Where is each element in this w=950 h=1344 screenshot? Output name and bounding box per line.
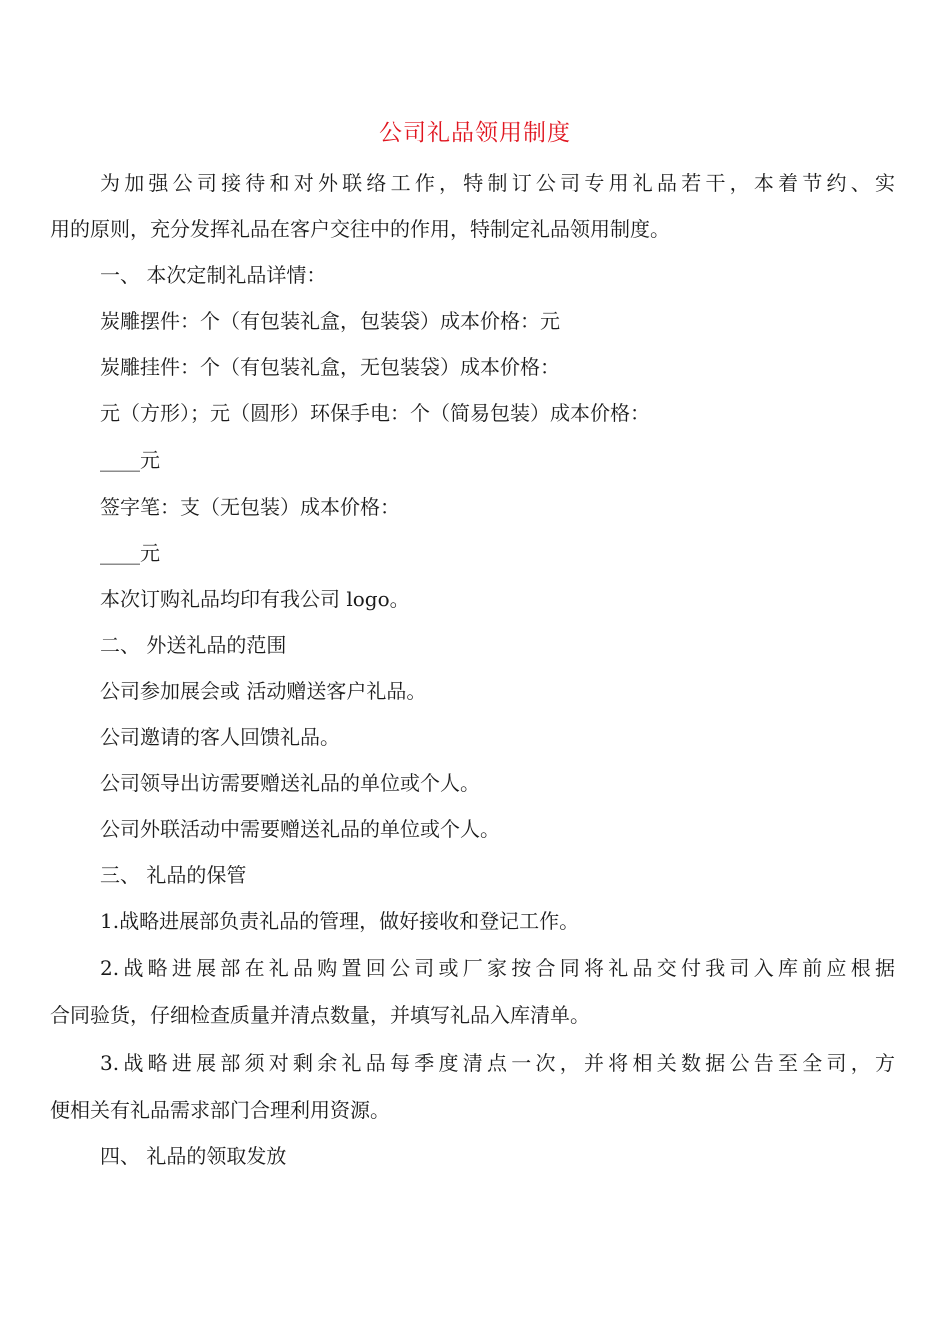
gift-item-1: 炭雕摆件：个（有包装礼盒，包装袋）成本价格：元	[100, 309, 560, 333]
intro-paragraph-line-2: 用的原则，充分发挥礼品在客户交往中的作用，特制定礼品领用制度。	[50, 217, 670, 241]
scope-item-3: 公司领导出访需要赠送礼品的单位或个人。	[100, 771, 480, 795]
storage-rule-1: 1.战略进展部负责礼品的管理，做好接收和登记工作。	[100, 909, 580, 933]
storage-rule-2-line-2: 合同验货，仔细检查质量并清点数量，并填写礼品入库清单。	[50, 1003, 590, 1027]
gift-item-2: 炭雕挂件：个（有包装礼盒，无包装袋）成本价格：	[100, 355, 560, 379]
logo-note: 本次订购礼品均印有我公司 logo。	[100, 587, 410, 611]
section-3-heading: 三、 礼品的保管	[100, 863, 247, 887]
scope-item-2: 公司邀请的客人回馈礼品。	[100, 725, 340, 749]
storage-rule-3-line-2: 便相关有礼品需求部门合理利用资源。	[50, 1098, 390, 1122]
gift-item-4-price: ____元	[100, 541, 160, 565]
storage-rule-2-line-1: 2.战略进展部在礼品购置回公司或厂家按合同将礼品交付我司入库前应根据	[100, 956, 895, 980]
intro-paragraph-line-1: 为加强公司接待和对外联络工作，特制订公司专用礼品若干，本着节约、实	[100, 171, 895, 195]
document-title: 公司礼品领用制度	[379, 120, 571, 146]
gift-item-4: 签字笔：支（无包装）成本价格：	[100, 495, 400, 519]
gift-item-3: 元（方形）；元（圆形）环保手电：个（简易包装）成本价格：	[100, 401, 650, 425]
section-2-heading: 二、 外送礼品的范围	[100, 633, 287, 657]
section-4-heading: 四、 礼品的领取发放	[100, 1144, 287, 1168]
gift-item-3-price: ____元	[100, 448, 160, 472]
section-1-heading: 一、 本次定制礼品详情：	[100, 263, 327, 287]
scope-item-4: 公司外联活动中需要赠送礼品的单位或个人。	[100, 817, 500, 841]
scope-item-1: 公司参加展会或 活动赠送客户礼品。	[100, 679, 427, 703]
storage-rule-3-line-1: 3.战略进展部须对剩余礼品每季度清点一次，并将相关数据公告至全司，方	[100, 1051, 895, 1075]
